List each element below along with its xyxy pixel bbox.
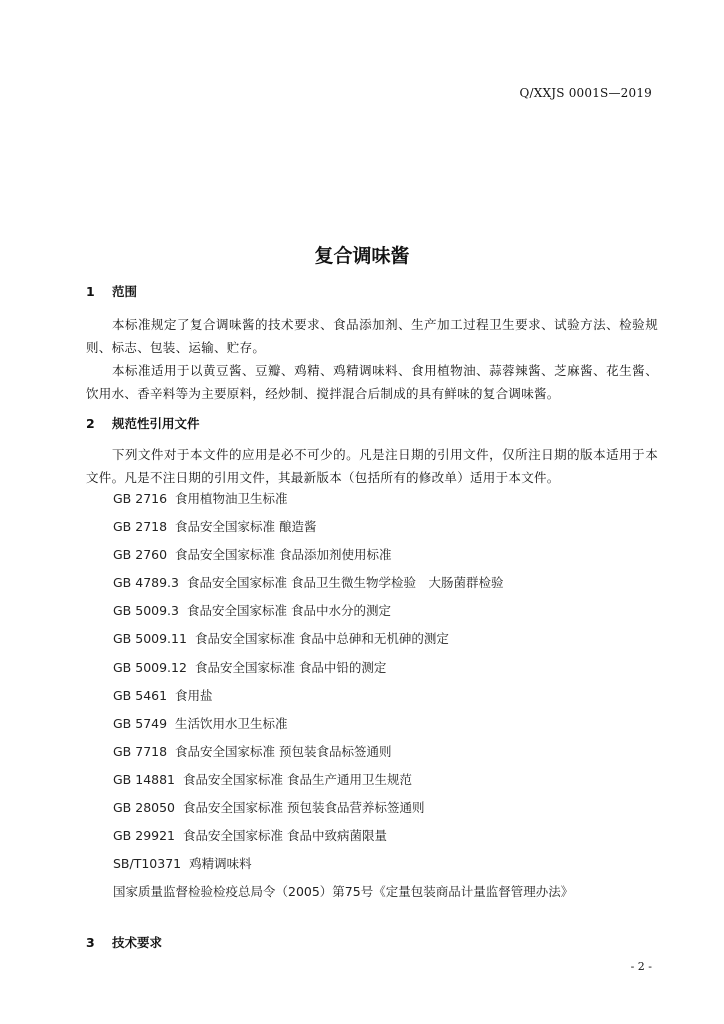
section-number: 2 bbox=[86, 416, 95, 431]
reference-list bbox=[113, 489, 573, 910]
reference-item: GB 2716 食用植物油卫生标准 bbox=[113, 491, 288, 506]
reference-item: GB 2760 食品安全国家标准 食品添加剂使用标准 bbox=[113, 547, 392, 563]
section-3-heading bbox=[86, 933, 162, 951]
section-number: 1 bbox=[86, 284, 95, 299]
section-title: 技术要求 bbox=[112, 935, 163, 950]
reference-item: GB 14881 食品安全国家标准 食品生产通用卫生规范 bbox=[113, 771, 412, 787]
page-title: 复合调味酱 bbox=[314, 245, 410, 267]
reference-item: GB 5009.3 食品安全国家标准 食品中水分的测定 bbox=[113, 603, 391, 619]
section-title: 规范性引用文件 bbox=[112, 416, 200, 431]
scope-paragraph-1: 本标准规定了复合调味酱的技术要求、食品添加剂、生产加工过程卫生要求、试验方法、检验规则、标志、包装、运输、贮存。 bbox=[86, 317, 658, 355]
page-number: - 2 - bbox=[630, 960, 652, 973]
reference-item: GB 29921 食品安全国家标准 食品中致病菌限量 bbox=[113, 828, 387, 844]
reference-item: GB 5749 生活饮用水卫生标准 bbox=[113, 715, 288, 731]
section-number: 3 bbox=[86, 935, 95, 950]
references-intro: 下列文件对于本文件的应用是必不可少的。凡是注日期的引用文件，仅所注日期的版本适用于本文件。凡是不注日期的引用文件，其最新版本（包括所有的修改单）适用于本文件。 bbox=[86, 447, 658, 485]
scope-paragraph-2: 本标准适用于以黄豆酱、豆瓣、鸡精、鸡精调味料、食用植物油、蒜蓉辣酱、芝麻酱、花生酱、饮用水、香辛料等为主要原料，经炒制、搅拌混合后制成的具有鲜味的复合调味酱。 bbox=[86, 363, 658, 401]
reference-item: GB 7718 食品安全国家标准 预包装食品标签通则 bbox=[113, 743, 392, 759]
reference-item: GB 5009.11 食品安全国家标准 食品中总砷和无机砷的测定 bbox=[113, 631, 449, 647]
section-1-heading bbox=[86, 282, 137, 300]
document-code: Q/XXJS 0001S—2019 bbox=[519, 86, 652, 100]
reference-item: SB/T10371 鸡精调味料 bbox=[113, 856, 252, 872]
reference-item: GB 5461 食用盐 bbox=[113, 687, 213, 703]
reference-item: GB 28050 食品安全国家标准 预包装食品营养标签通则 bbox=[113, 800, 425, 816]
reference-item: GB 2718 食品安全国家标准 酿造酱 bbox=[113, 519, 317, 535]
reference-item: GB 5009.12 食品安全国家标准 食品中铅的测定 bbox=[113, 659, 387, 675]
section-2-heading bbox=[86, 414, 200, 432]
reference-item: GB 4789.3 食品安全国家标准 食品卫生微生物学检验 大肠菌群检验 bbox=[113, 575, 504, 591]
reference-item: 国家质量监督检验检疫总局令（2005）第75号《定量包装商品计量监督管理办法》 bbox=[113, 884, 574, 900]
section-title: 范围 bbox=[112, 284, 138, 299]
